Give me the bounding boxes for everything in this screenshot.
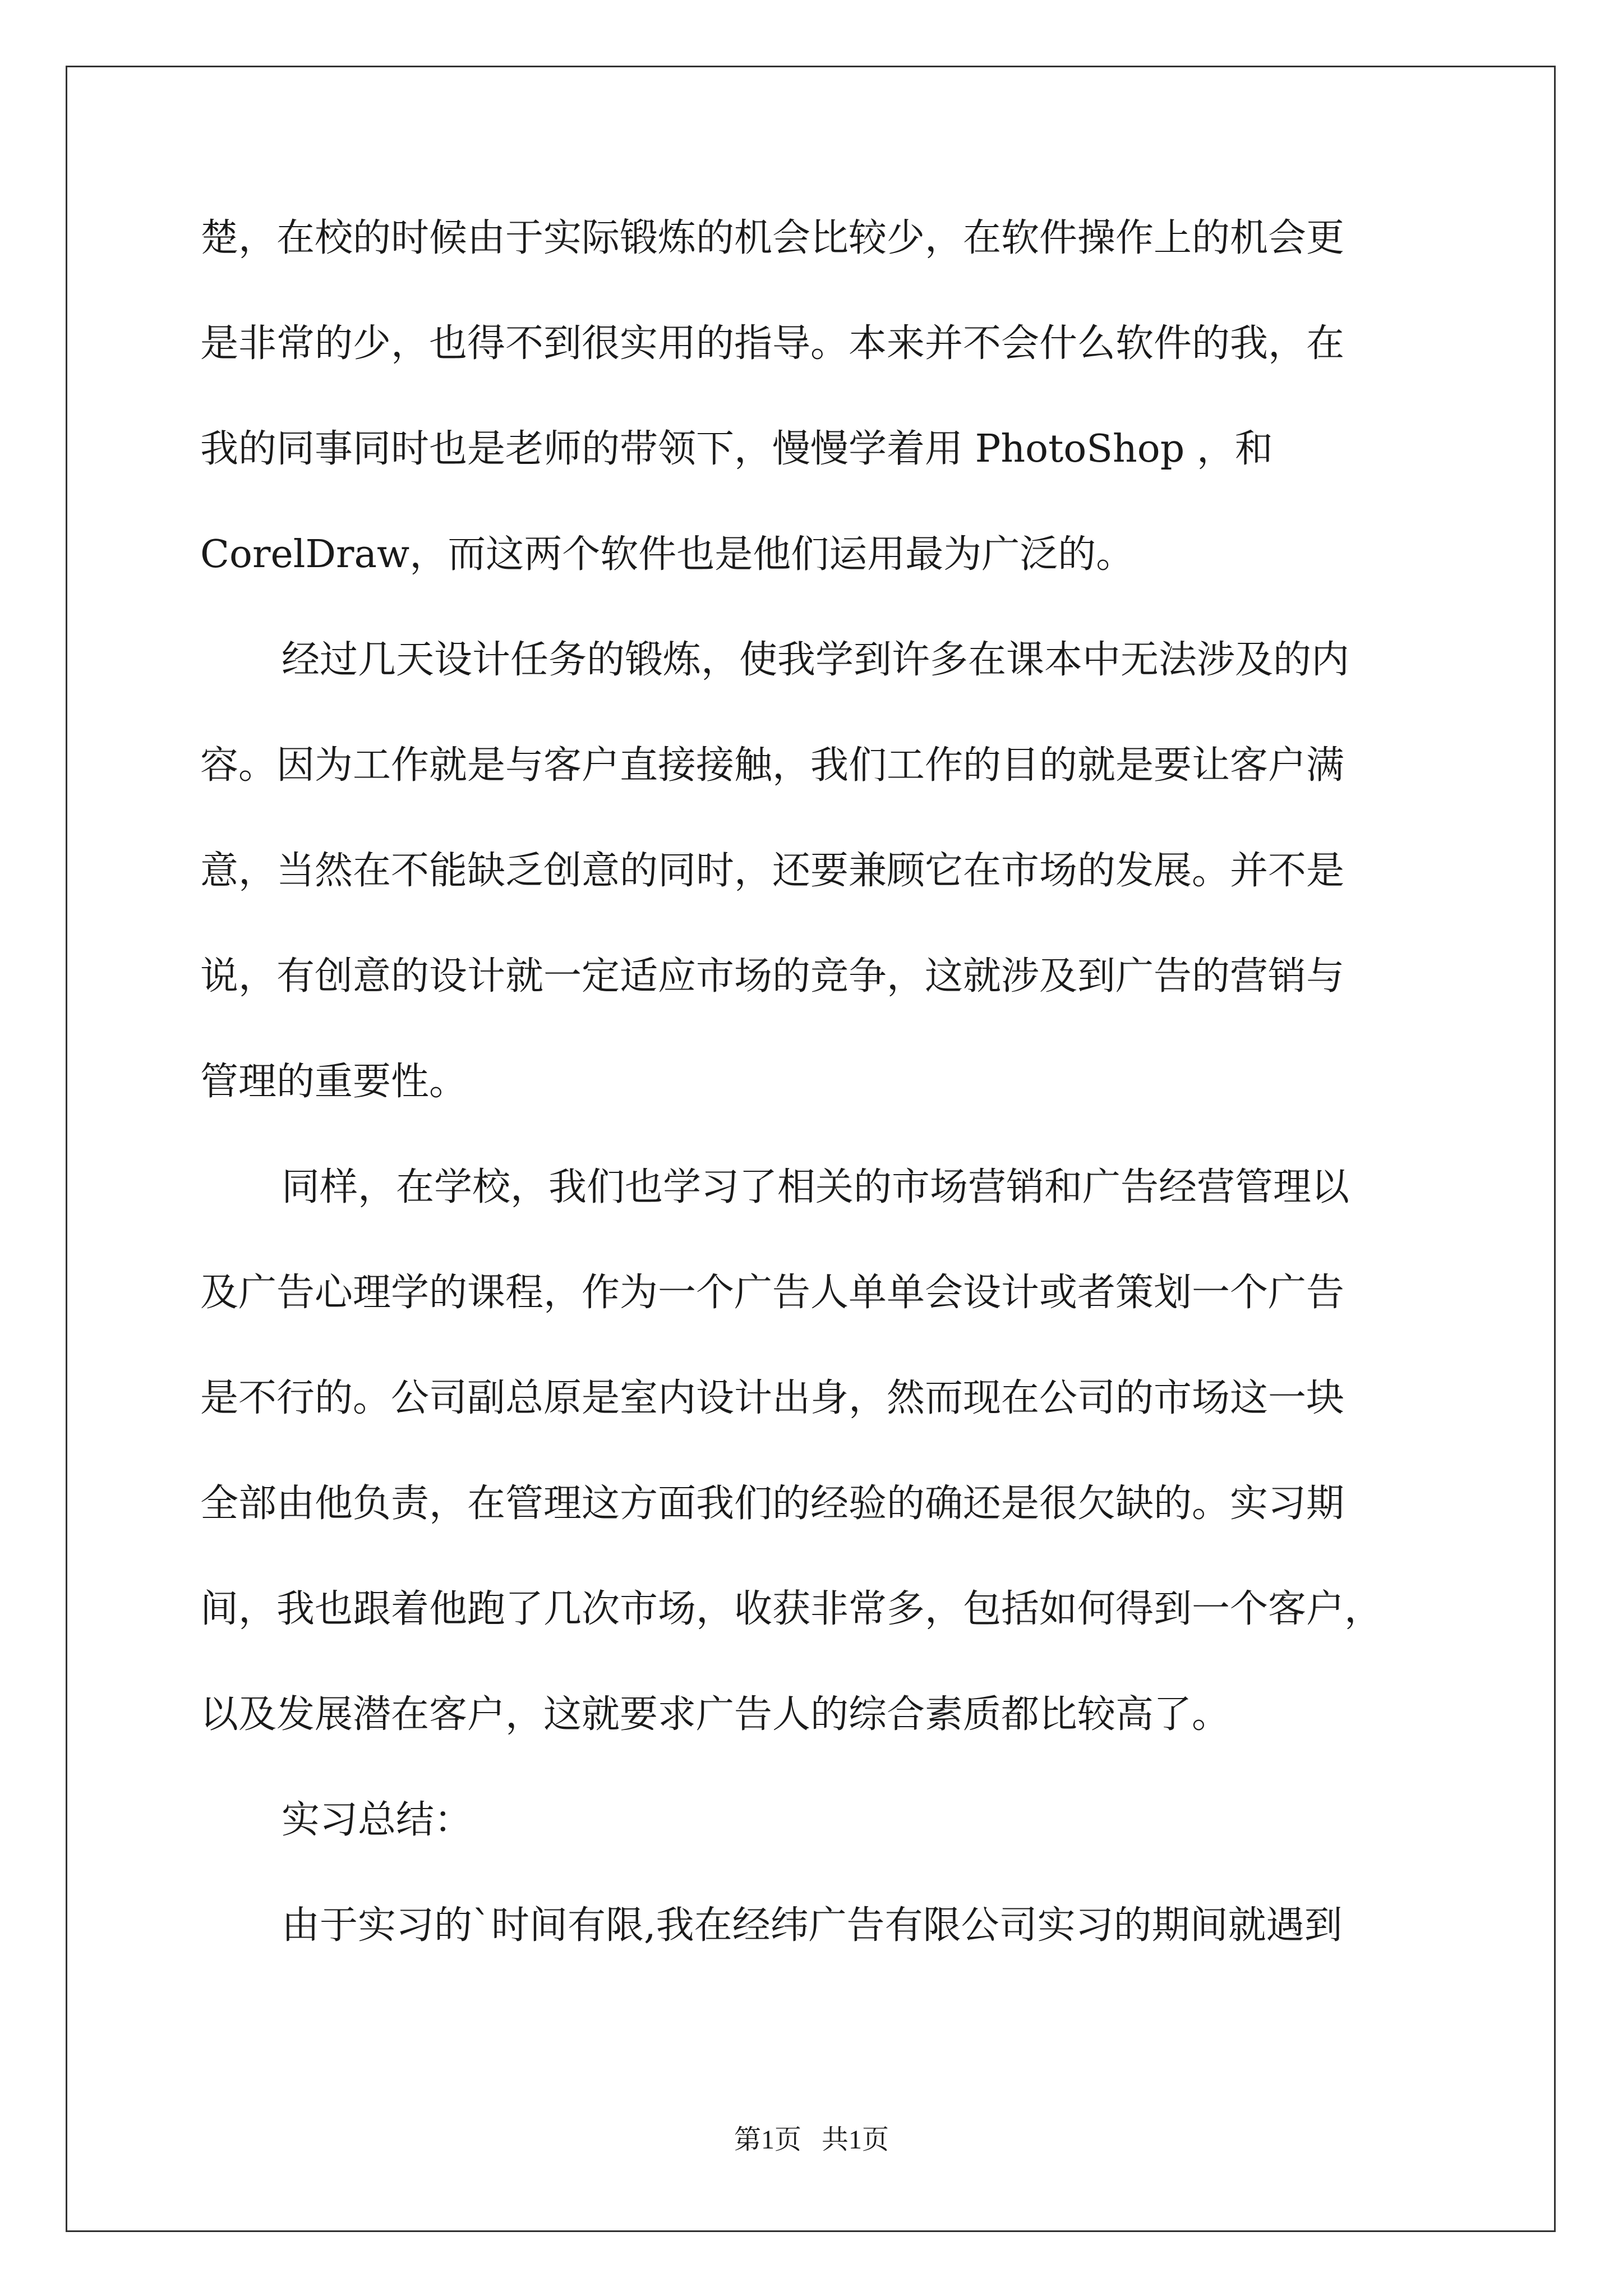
text-line: 是不行的。公司副总原是室内设计出身，然而现在公司的市场这一块 — [200, 1376, 1345, 1420]
text-line: 我的同事同时也是老师的带领下，慢慢学着用 PhotoShop ，和 — [200, 427, 1273, 471]
text-line: 楚，在校的时候由于实际锻炼的机会比较少，在软件操作上的机会更 — [200, 216, 1345, 260]
text-line: 经过几天设计任务的锻炼，使我学到许多在课本中无法涉及的内 — [282, 638, 1350, 682]
text-line: CorelDraw，而这两个软件也是他们运用最为广泛的。 — [200, 532, 1135, 577]
text-line: 是非常的少，也得不到很实用的指导。本来并不会什么软件的我，在 — [200, 321, 1345, 366]
text-line: 容。因为工作就是与客户直接接触，我们工作的目的就是要让客户满 — [200, 743, 1345, 788]
text-line: 以及发展潜在客户，这就要求广告人的综合素质都比较高了。 — [200, 1692, 1230, 1737]
text-line: 及广告心理学的课程，作为一个广告人单单会设计或者策划一个广告 — [200, 1271, 1345, 1315]
text-line: 管理的重要性。 — [200, 1060, 468, 1104]
text-line: 意，当然在不能缺乏创意的同时，还要兼顾它在市场的发展。并不是 — [200, 849, 1345, 893]
text-line: 全部由他负责，在管理这方面我们的经验的确还是很欠缺的。实习期 — [200, 1481, 1345, 1526]
page-footer: 第1页 共1页 — [734, 2125, 889, 2155]
text-line: 间，我也跟着他跑了几次市场，收获非常多，包括如何得到一个客户， — [200, 1587, 1383, 1631]
text-line: 同样，在学校，我们也学习了相关的市场营销和广告经营管理以 — [282, 1165, 1350, 1209]
section-heading: 实习总结： — [282, 1798, 473, 1842]
text-line: 由于实习的`时间有限,我在经纬广告有限公司实习的期间就遇到 — [282, 1903, 1343, 1948]
text-line: 说，有创意的设计就一定适应市场的竞争，这就涉及到广告的营销与 — [200, 954, 1345, 999]
